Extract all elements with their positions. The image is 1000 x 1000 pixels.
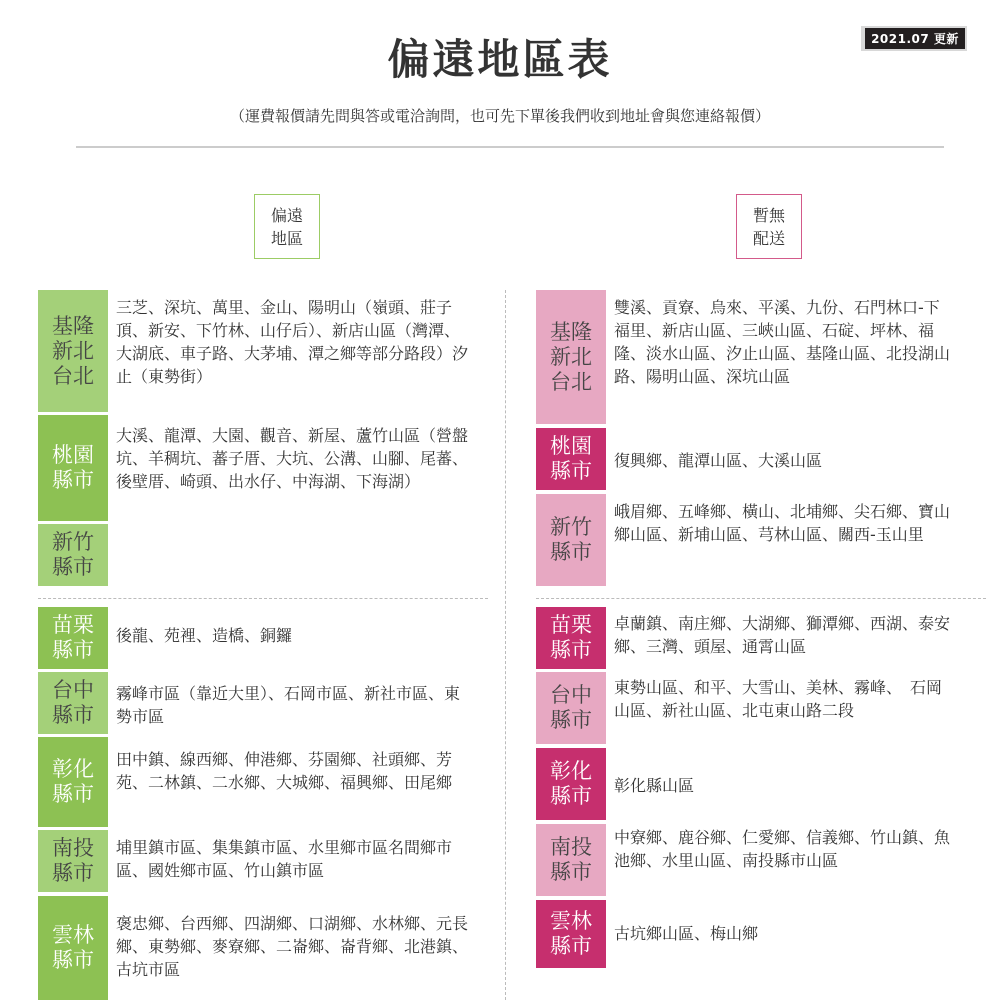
remote-area-heading [254, 194, 320, 259]
remote-area-heading-text: 偏遠地區 [270, 205, 303, 248]
no-delivery-text-miaoli: 卓蘭鎮、南庄鄉、大湖鄉、獅潭鄉、西湖、泰安鄉、三灣、頭屋、通霄山區 [614, 614, 951, 656]
no-delivery-text-taichung: 東勢山區、和平、大雪山、美林、霧峰、 石岡山區、新社山區、北屯東山路二段 [614, 678, 943, 720]
no-delivery-label-nantou [536, 824, 606, 896]
no-delivery-text-north: 雙溪、貢寮、烏來、平溪、九份、石門林口-下福里、新店山區、三峽山區、石碇、坪林、福隆、淡水山區、汐止山區、基隆山區、北投湖山路、陽明山區、深坑山區 [614, 298, 951, 386]
remote-label-hsinchu [38, 524, 108, 586]
remote-label-taichung-text: 台中縣市 [52, 678, 94, 727]
right-section-divider [536, 598, 986, 599]
no-delivery-label-hsinchu [536, 494, 606, 586]
no-delivery-text-nantou: 中寮鄉、鹿谷鄉、仁愛鄉、信義鄉、竹山鎮、魚池鄉、水里山區、南投縣市山區 [614, 828, 951, 870]
no-delivery-label-taichung [536, 672, 606, 744]
no-delivery-label-taichung-text: 台中縣市 [550, 683, 592, 732]
no-delivery-label-miaoli-text: 苗栗縣市 [550, 613, 592, 662]
remote-label-nantou [38, 830, 108, 892]
no-delivery-text-taoyuan: 復興鄉、龍潭山區、大溪山區 [614, 451, 823, 470]
remote-text-miaoli: 後龍、苑裡、造橋、銅鑼 [116, 626, 293, 645]
no-delivery-heading [736, 194, 802, 259]
no-delivery-label-taoyuan [536, 428, 606, 490]
no-delivery-label-yunlin [536, 900, 606, 968]
remote-label-changhua-text: 彰化縣市 [52, 757, 94, 806]
remote-text-changhua: 田中鎮、線西鄉、伸港鄉、芬園鄉、社頭鄉、芳苑、二林鎮、二水鄉、大城鄉、福興鄉、田尾鄉 [116, 750, 453, 792]
no-delivery-text-changhua: 彰化縣山區 [614, 776, 695, 795]
no-delivery-heading-text: 暫無配送 [752, 205, 785, 248]
no-delivery-label-taoyuan-text: 桃園縣市 [550, 434, 592, 483]
no-delivery-label-nantou-text: 南投縣市 [550, 835, 592, 884]
remote-label-nantou-text: 南投縣市 [52, 836, 94, 885]
no-delivery-text-yunlin: 古坑鄉山區、梅山鄉 [614, 924, 759, 943]
remote-text-taoyuan: 大溪、龍潭、大園、觀音、新屋、蘆竹山區（營盤坑、羊稠坑、蕃子厝、大坑、公溝、山腳、尾蕃、後壁厝、崎頭、出水仔、中海湖、下海湖） [116, 426, 469, 491]
page-subtitle: （運費報價請先問與答或電洽詢問，也可先下單後我們收到地址會與您連絡報價） [229, 107, 770, 125]
update-badge-text: 2021.07 更新 [865, 28, 965, 49]
left-section-divider [38, 598, 488, 599]
no-delivery-label-north [536, 290, 606, 424]
remote-label-taichung [38, 672, 108, 734]
remote-label-taoyuan [38, 415, 108, 521]
column-divider [505, 290, 506, 1000]
remote-label-taoyuan-text: 桃園縣市 [52, 443, 94, 492]
remote-label-miaoli [38, 607, 108, 669]
remote-text-nantou: 埔里鎮市區、集集鎮市區、水里鄉市區名間鄉市區、國姓鄉市區、竹山鎮市區 [116, 838, 453, 880]
remote-label-changhua [38, 737, 108, 827]
title-divider [76, 146, 944, 148]
remote-label-north [38, 290, 108, 412]
no-delivery-label-miaoli [536, 607, 606, 669]
page-title: 偏遠地區表 [387, 35, 613, 84]
remote-label-yunlin-text: 雲林縣市 [52, 923, 94, 972]
remote-text-yunlin: 褒忠鄉、台西鄉、四湖鄉、口湖鄉、水林鄉、元長鄉、東勢鄉、麥寮鄉、二崙鄉、崙背鄉、北港鎮、古坑市區 [116, 914, 469, 979]
remote-text-north: 三芝、深坑、萬里、金山、陽明山（嶺頭、莊子頂、新安、下竹林、山仔后）、新店山區（灣潭、大湖底、車子路、大茅埔、潭之鄉等部分路段）汐止（東勢街） [116, 298, 469, 386]
no-delivery-label-changhua [536, 748, 606, 820]
no-delivery-label-north-text: 基隆新北台北 [550, 319, 592, 394]
no-delivery-label-yunlin-text: 雲林縣市 [550, 909, 592, 958]
remote-label-hsinchu-text: 新竹縣市 [52, 530, 94, 579]
remote-label-yunlin [38, 896, 108, 1000]
no-delivery-text-hsinchu: 峨眉鄉、五峰鄉、橫山、北埔鄉、尖石鄉、寶山鄉山區、新埔山區、芎林山區、關西-玉山里 [614, 502, 951, 544]
remote-label-north-text: 基隆新北台北 [52, 313, 94, 388]
no-delivery-label-changhua-text: 彰化縣市 [550, 759, 592, 808]
remote-text-taichung: 霧峰市區（靠近大里）、石岡市區、新社市區、東勢市區 [116, 684, 461, 726]
no-delivery-label-hsinchu-text: 新竹縣市 [550, 515, 592, 564]
remote-label-miaoli-text: 苗栗縣市 [52, 613, 94, 662]
